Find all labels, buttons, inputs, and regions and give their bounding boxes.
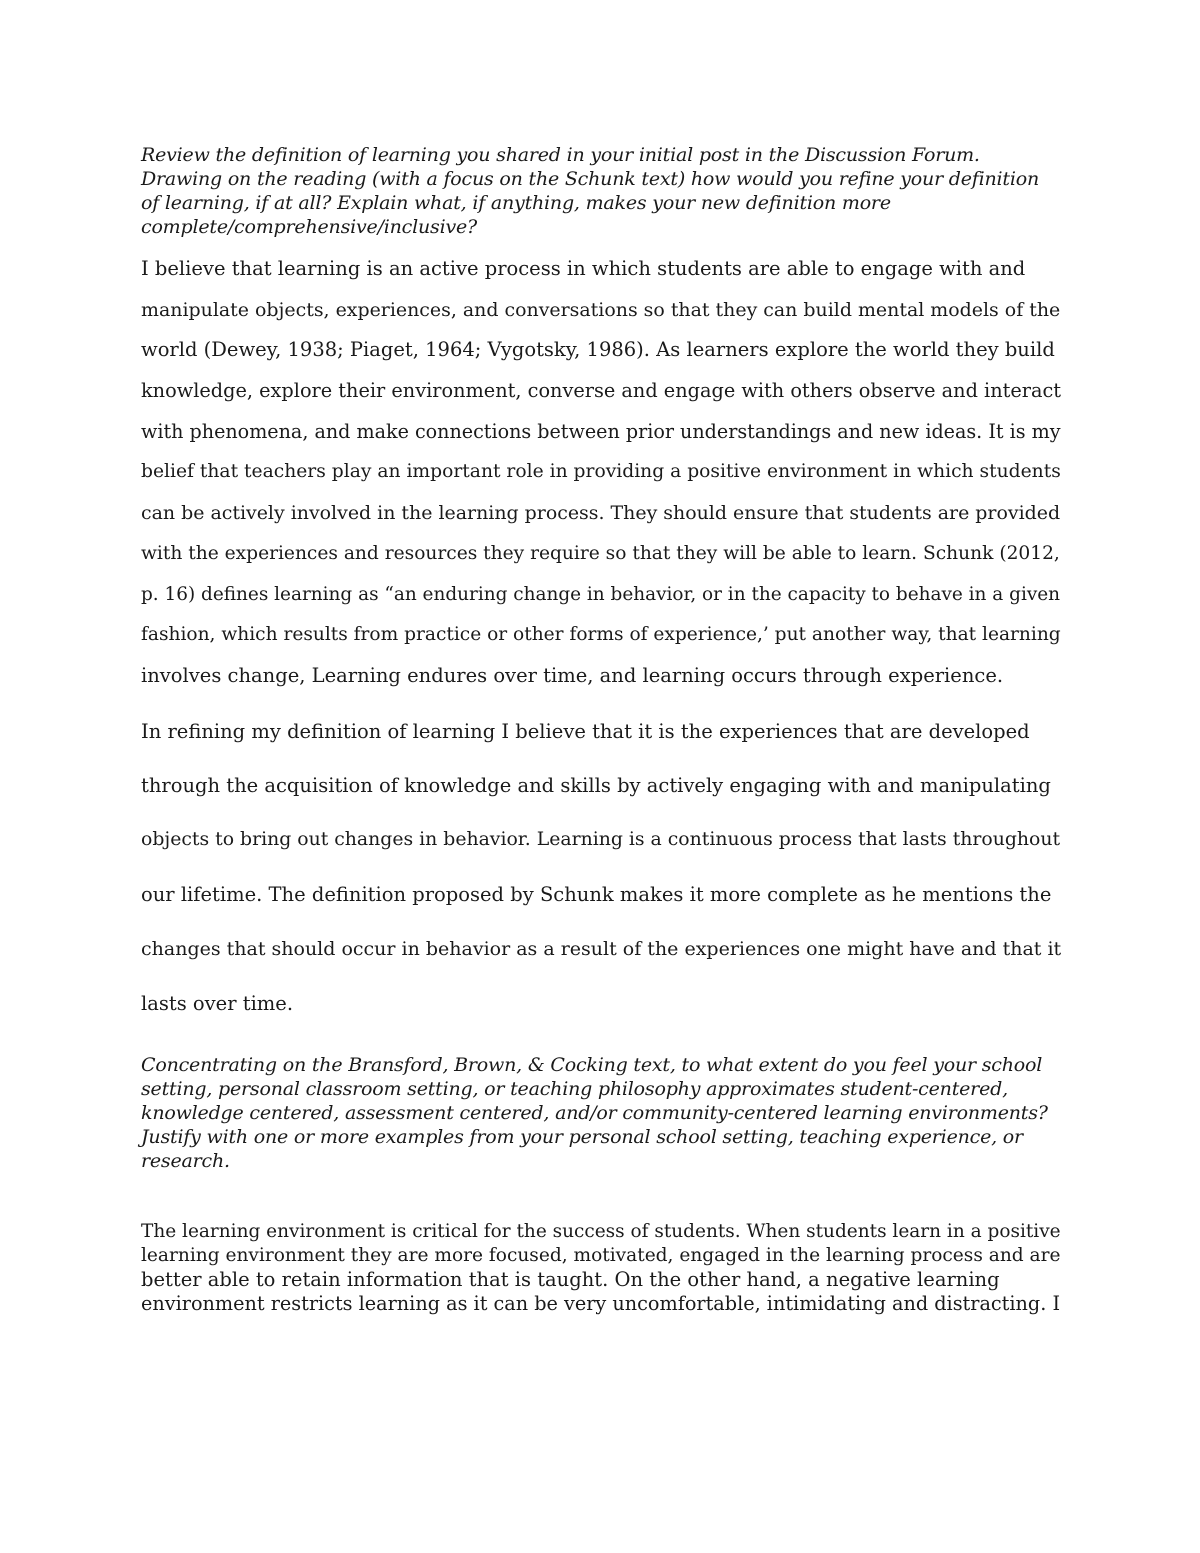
response-paragraph-3 <box>141 1220 1061 1316</box>
paragraph-line: manipulate objects, experiences, and conversations so that they can build mental models of the <box>141 298 1061 321</box>
prompt-line: complete/comprehensive/inclusive? <box>141 216 478 238</box>
response-paragraph-2 <box>141 705 1061 1031</box>
paragraph-line: fashion, which results from practice or other forms of experience,’ put another way, that learning <box>141 624 1061 646</box>
assignment-prompt-1 <box>141 143 1061 239</box>
paragraph-line: knowledge, explore their environment, converse and engage with others observe and interact <box>141 379 1062 403</box>
paragraph-line: world (Dewey, 1938; Piaget, 1964; Vygotsky, 1986). As learners explore the world they build <box>141 338 1055 362</box>
prompt-line: setting, personal classroom setting, or teaching philosophy approximates student-centered, <box>141 1077 1008 1100</box>
prompt-line: of learning, if at all? Explain what, if anything, makes your new definition more <box>141 192 891 214</box>
paragraph-line: through the acquisition of knowledge and skills by actively engaging with and manipulating <box>141 773 1051 797</box>
prompt-line: Concentrating on the Bransford, Brown, & Cocking text, to what extent do you feel your school <box>141 1053 1043 1076</box>
paragraph-line: our lifetime. The definition proposed by Schunk makes it more complete as he mentions the <box>141 882 1052 906</box>
assignment-prompt-2 <box>141 1053 1061 1173</box>
paragraph-line: I believe that learning is an active process in which students are able to engage with and <box>141 257 1026 280</box>
prompt-line: Drawing on the reading (with a focus on the Schunk text) how would you refine your definition <box>141 168 1040 190</box>
paragraph-line: involves change, Learning endures over time, and learning occurs through experience. <box>141 663 1004 687</box>
prompt-line: Review the definition of learning you shared in your initial post in the Discussion Forum. <box>141 144 980 166</box>
prompt-line: Justify with one or more examples from your personal school setting, teaching experience, or <box>141 1125 1023 1148</box>
paragraph-line: learning environment they are more focused, motivated, engaged in the learning process and are <box>141 1244 1061 1266</box>
paragraph-line: lasts over time. <box>141 991 294 1015</box>
paragraph-line: belief that teachers play an important role in providing a positive environment in which students <box>141 461 1061 483</box>
response-paragraph-1 <box>141 249 1061 697</box>
paragraph-line: can be actively involved in the learning process. They should ensure that students are provided <box>141 502 1061 525</box>
paragraph-line: with phenomena, and make connections between prior understandings and new ideas. It is my <box>141 419 1061 443</box>
paragraph-line: changes that should occur in behavior as a result of the experiences one might have and that it <box>141 938 1062 961</box>
prompt-line: knowledge centered, assessment centered, and/or community-centered learning environments? <box>141 1101 1048 1124</box>
paragraph-line: environment restricts learning as it can be very uncomfortable, intimidating and distracting. I <box>141 1291 1061 1315</box>
paragraph-line: p. 16) defines learning as “an enduring change in behavior, or in the capacity to behave in a given <box>141 583 1061 605</box>
prompt-line: research. <box>141 1149 230 1172</box>
paragraph-line: with the experiences and resources they require so that they will be able to learn. Schunk (2012, <box>141 542 1060 564</box>
paragraph-line: In refining my definition of learning I believe that it is the experiences that are developed <box>141 719 1030 743</box>
paragraph-line: better able to retain information that is taught. On the other hand, a negative learning <box>141 1267 1000 1291</box>
paragraph-line: The learning environment is critical for the success of students. When students learn in a positive <box>141 1220 1061 1242</box>
document-page <box>141 143 1061 1316</box>
paragraph-line: objects to bring out changes in behavior. Learning is a continuous process that lasts throughout <box>141 829 1061 851</box>
